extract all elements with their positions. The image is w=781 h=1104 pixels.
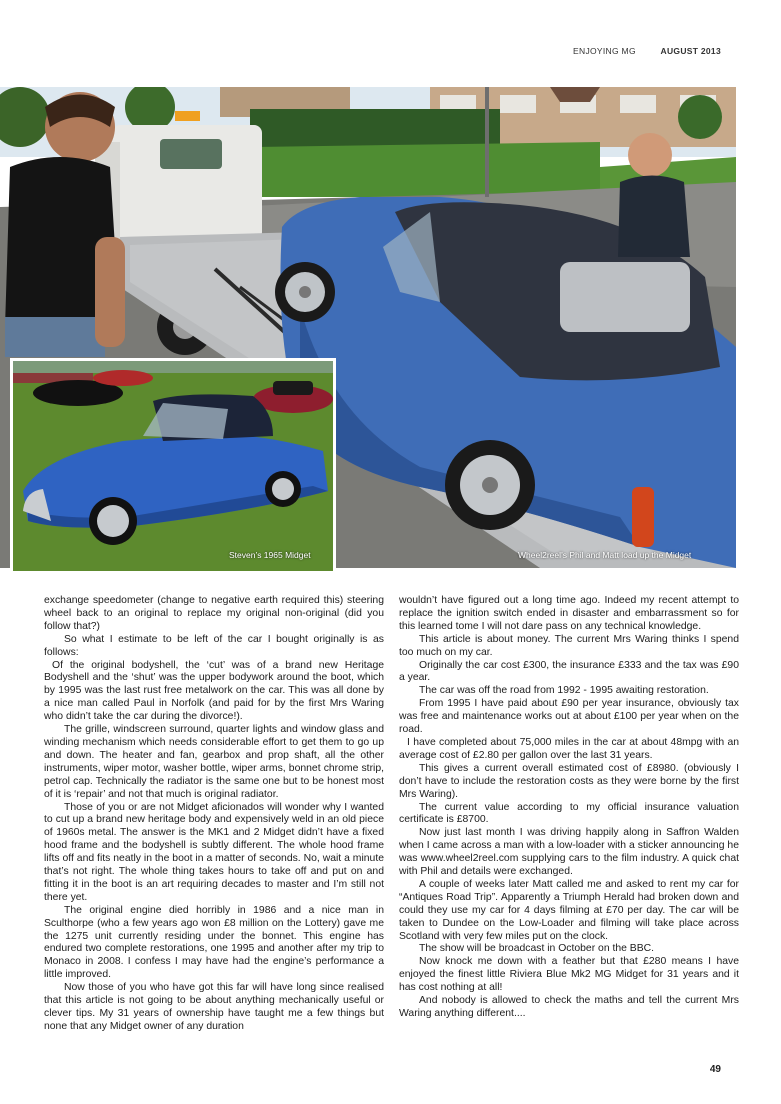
inset-photo-caption: Steven’s 1965 Midget [229,550,311,560]
paragraph: This article is about money. The current Mrs Waring thinks I spend too much on my car. [399,633,739,658]
page-number: 49 [709,1064,721,1075]
paragraph: So what I estimate to be left of the car I bought originally is as follows: [44,633,384,658]
paragraph: Those of you or are not Midget aficionados will wonder why I wanted to cut up a brand new heritage body and expensively weld in an old piece of 1960s metal. The answer is the MK1 and 2 Midget didn’t have a fixed hood frame and the bodyshell is subtly different. The whole hood frame lifts off and fits neatly in the boot in a matter of seconds. No, wait a minute that’s not right. The whole thing takes hours to take off and put on and fitting it in the boot is an art requiring decades to master and I’m still not there yet. [44,801,384,903]
paragraph: A couple of weeks later Matt called me and asked to rent my car for “Antiques Road Trip”. Apparently a Triumph Herald had broken down and could they use my car for 4 days filming at £70 per day. The car will be taken to Dundee on the Low-Loader and filming will take place across Scotland with very few miles put on the clock. [399,878,739,942]
inset-photo-illustration [13,361,333,571]
paragraph: From 1995 I have paid about £90 per year insurance, obviously tax was free and maintenance works out at about £100 per year when on the road. [399,698,739,736]
paragraph: This gives a current overall estimated cost of £8980. (obviously I don’t have to include the restoration costs as they were borne by the first Mrs Waring). [399,762,739,800]
main-photo-caption: Wheel2reel’s Phil and Matt load up the Midget [518,550,692,560]
running-head [573,46,721,56]
paragraph: I have completed about 75,000 miles in the car at about 48mpg with an average cost of £2.80 per gallon over the last 31 years. [399,736,739,761]
paragraph: exchange speedometer (change to negative earth required this) steering wheel back to an original to replace my original non-original (did you follow that?) [44,595,384,632]
paragraph: wouldn’t have figured out a long time ago. Indeed my recent attempt to replace the ignition switch ended in disaster and embarrassment so for this learned tome I will not dare pass on any technical knowledge. [399,595,739,632]
paragraph: The original engine died horribly in 1986 and a nice man in Sculthorpe (who a few years ago won £8 million on the Lottery) gave me the 1275 unit currently residing under the bonnet. This engine has endured two complete restorations, one 1995 and another after my trip to Monaco in 2008. I confess I may have had the engine’s performance a little improved. [44,904,384,981]
issue-date: AUGUST 2013 [660,46,721,56]
paragraph: The car was off the road from 1992 - 1995 awaiting restoration. [419,685,709,697]
paragraph: And nobody is allowed to check the maths and tell the current Mrs Waring anything different.... [399,995,739,1019]
paragraph: Originally the car cost £300, the insurance £333 and the tax was £90 a year. [399,659,739,684]
inset-photo [10,358,336,574]
article-column-right [399,595,739,1021]
paragraph: Now knock me down with a feather but that £280 means I have enjoyed the finest little Riviera Blue Mk2 MG Midget for 31 years and it has cost nothing at all! [399,956,739,994]
paragraph: Now just last month I was driving happily along in Saffron Walden when I came across a man with a low-loader with a sticker announcing he was www.wheel2reel.com supplying cars to the film industry. A quick chat with Phil and details were exchanged. [399,827,739,878]
paragraph: The show will be broadcast in October on the BBC. [419,943,655,955]
article-column-left [44,595,384,1034]
paragraph: The current value according to my official insurance valuation certificate is £8700. [399,801,739,826]
paragraph: The grille, windscreen surround, quarter lights and window glass and winding mechanism which needs considerable effort to get them to go up and down. The heater and fan, gearbox and prop shaft, all the other instruments, wiper motor, washer bottle, wiper arms, bonnet chrome strip, petrol cap. Technically the radiator is the same one but to be honest most of it is ‘repair’ and not that much is original radiator. [44,724,384,800]
publication-name: ENJOYING MG [573,46,636,56]
paragraph: Of the original bodyshell, the ‘cut’ was of a brand new Heritage Bodyshell and the ‘shut’ was the upper bodywork around the boot, which by 1995 was the last rust free metalwork on the car. This was all done by a nice man called Paul in Norfolk (and paid for by the first Mrs Waring who didn’t take the car during the divorce!). [44,659,384,723]
paragraph: Now those of you who have got this far will have long since realised that this article is not going to be about anything mechanically useful or clever tips. My 31 years of ownership have taught me a few things but none that any Midget owner of any duration [44,982,384,1032]
